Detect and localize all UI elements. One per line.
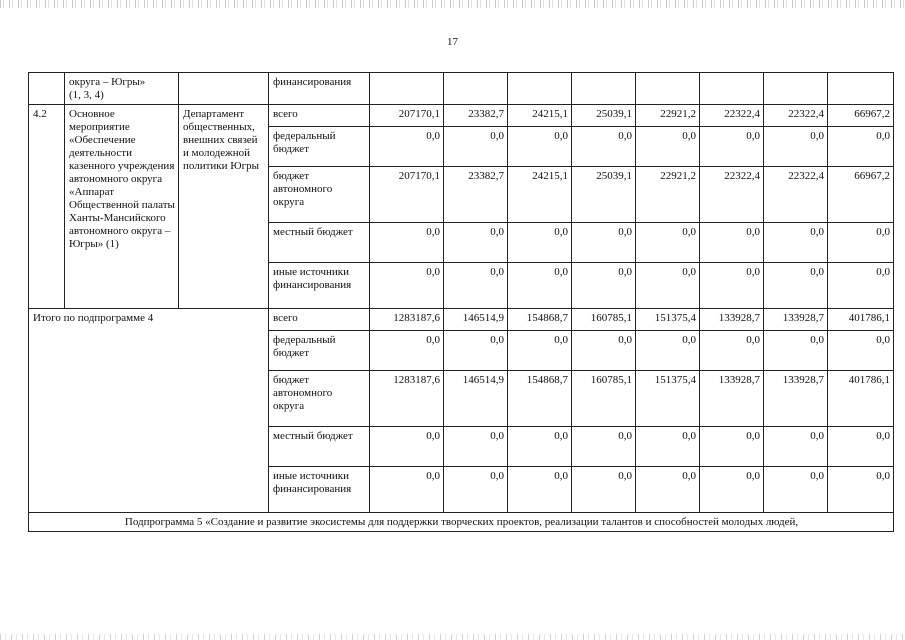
- value-cell: 0,0: [444, 427, 508, 467]
- value-cell: 0,0: [370, 263, 444, 309]
- value-cell: 0,0: [572, 127, 636, 167]
- value-cell: 0,0: [370, 331, 444, 371]
- value-cell: 0,0: [764, 223, 828, 263]
- value-cell: 0,0: [508, 467, 572, 513]
- scan-edge-top: [0, 0, 905, 8]
- value-cell: 0,0: [828, 467, 894, 513]
- total-row: [29, 309, 894, 331]
- value-cell: [508, 73, 572, 105]
- funding-source-cell: федеральный бюджет: [269, 127, 370, 167]
- value-cell: 0,0: [764, 263, 828, 309]
- value-cell: 151375,4: [636, 371, 700, 427]
- value-cell: 22322,4: [764, 167, 828, 223]
- value-cell: 0,0: [444, 467, 508, 513]
- value-cell: 0,0: [828, 263, 894, 309]
- funding-source-cell: всего: [269, 105, 370, 127]
- value-cell: 0,0: [636, 223, 700, 263]
- value-cell: 0,0: [764, 427, 828, 467]
- funding-source-cell: всего: [269, 309, 370, 331]
- funding-source-cell: местный бюджет: [269, 427, 370, 467]
- value-cell: 0,0: [444, 331, 508, 371]
- value-cell: 0,0: [572, 331, 636, 371]
- funding-source-cell: иные источники финансирования: [269, 467, 370, 513]
- value-cell: 23382,7: [444, 105, 508, 127]
- value-cell: 0,0: [370, 467, 444, 513]
- funding-source-cell: бюджет автономного округа: [269, 371, 370, 427]
- value-cell: 0,0: [370, 127, 444, 167]
- value-cell: 133928,7: [700, 371, 764, 427]
- value-cell: [572, 73, 636, 105]
- value-cell: 160785,1: [572, 309, 636, 331]
- value-cell: 22322,4: [700, 105, 764, 127]
- measure-name-cell: Основное мероприятие «Обеспечение деятельности казенного учреждения автономного округа «Аппарат Общественной палаты Ханты-Мансийского автономного округа – Югры» (1): [65, 105, 179, 309]
- value-cell: 0,0: [700, 331, 764, 371]
- value-cell: 0,0: [764, 467, 828, 513]
- value-cell: 0,0: [444, 223, 508, 263]
- value-cell: 0,0: [700, 223, 764, 263]
- value-cell: [828, 73, 894, 105]
- executor-cell: Департамент общественных, внешних связей и молодежной политики Югры: [179, 105, 269, 309]
- value-cell: 0,0: [764, 331, 828, 371]
- value-cell: 25039,1: [572, 167, 636, 223]
- value-cell: 66967,2: [828, 105, 894, 127]
- value-cell: 0,0: [636, 331, 700, 371]
- value-cell: 23382,7: [444, 167, 508, 223]
- row-number-cell: 4.2: [29, 105, 65, 309]
- value-cell: 207170,1: [370, 167, 444, 223]
- row-number-cell: [29, 73, 65, 105]
- value-cell: 0,0: [444, 127, 508, 167]
- value-cell: [370, 73, 444, 105]
- scan-edge-bottom: [0, 634, 905, 640]
- funding-source-cell: федеральный бюджет: [269, 331, 370, 371]
- value-cell: 401786,1: [828, 309, 894, 331]
- value-cell: 0,0: [370, 427, 444, 467]
- value-cell: 0,0: [572, 427, 636, 467]
- value-cell: 0,0: [828, 223, 894, 263]
- value-cell: 146514,9: [444, 371, 508, 427]
- measure-name-cell: округа – Югры» (1, 3, 4): [65, 73, 179, 105]
- funding-source-cell: иные источники финансирования: [269, 263, 370, 309]
- value-cell: 0,0: [700, 427, 764, 467]
- total-label-cell: Итого по подпрограмме 4: [29, 309, 269, 513]
- value-cell: 0,0: [572, 223, 636, 263]
- value-cell: 133928,7: [764, 309, 828, 331]
- measure-row: [29, 105, 894, 127]
- value-cell: 0,0: [700, 127, 764, 167]
- value-cell: 160785,1: [572, 371, 636, 427]
- value-cell: 0,0: [828, 427, 894, 467]
- value-cell: 207170,1: [370, 105, 444, 127]
- value-cell: 22322,4: [700, 167, 764, 223]
- value-cell: [444, 73, 508, 105]
- executor-cell: [179, 73, 269, 105]
- table-row-continuation: [29, 73, 894, 105]
- value-cell: 22921,2: [636, 105, 700, 127]
- value-cell: 154868,7: [508, 371, 572, 427]
- value-cell: 0,0: [764, 127, 828, 167]
- value-cell: 1283187,6: [370, 371, 444, 427]
- value-cell: 0,0: [508, 331, 572, 371]
- funding-source-cell: финансирования: [269, 73, 370, 105]
- budget-table-body: [29, 73, 894, 532]
- value-cell: 133928,7: [764, 371, 828, 427]
- funding-source-cell: местный бюджет: [269, 223, 370, 263]
- value-cell: 0,0: [572, 467, 636, 513]
- value-cell: 0,0: [636, 467, 700, 513]
- value-cell: 0,0: [508, 127, 572, 167]
- value-cell: [764, 73, 828, 105]
- value-cell: 0,0: [572, 263, 636, 309]
- value-cell: 0,0: [508, 427, 572, 467]
- value-cell: 22322,4: [764, 105, 828, 127]
- budget-table: [28, 72, 894, 532]
- value-cell: 0,0: [700, 467, 764, 513]
- value-cell: [636, 73, 700, 105]
- value-cell: 0,0: [636, 263, 700, 309]
- value-cell: 0,0: [444, 263, 508, 309]
- value-cell: 0,0: [828, 127, 894, 167]
- subprogram-title: Подпрограмма 5 «Создание и развитие экосистемы для поддержки творческих проектов, реализации талантов и способностей молодых людей,: [29, 513, 894, 532]
- value-cell: 0,0: [508, 223, 572, 263]
- value-cell: 0,0: [700, 263, 764, 309]
- value-cell: 1283187,6: [370, 309, 444, 331]
- value-cell: 133928,7: [700, 309, 764, 331]
- subprogram-row: [29, 513, 894, 532]
- value-cell: 22921,2: [636, 167, 700, 223]
- value-cell: [700, 73, 764, 105]
- value-cell: 25039,1: [572, 105, 636, 127]
- value-cell: 0,0: [636, 127, 700, 167]
- value-cell: 0,0: [636, 427, 700, 467]
- value-cell: 66967,2: [828, 167, 894, 223]
- funding-source-cell: бюджет автономного округа: [269, 167, 370, 223]
- value-cell: 151375,4: [636, 309, 700, 331]
- value-cell: 146514,9: [444, 309, 508, 331]
- value-cell: 24215,1: [508, 167, 572, 223]
- value-cell: 24215,1: [508, 105, 572, 127]
- value-cell: 401786,1: [828, 371, 894, 427]
- page-number: 17: [447, 36, 458, 48]
- value-cell: 0,0: [370, 223, 444, 263]
- value-cell: 0,0: [828, 331, 894, 371]
- value-cell: 0,0: [508, 263, 572, 309]
- value-cell: 154868,7: [508, 309, 572, 331]
